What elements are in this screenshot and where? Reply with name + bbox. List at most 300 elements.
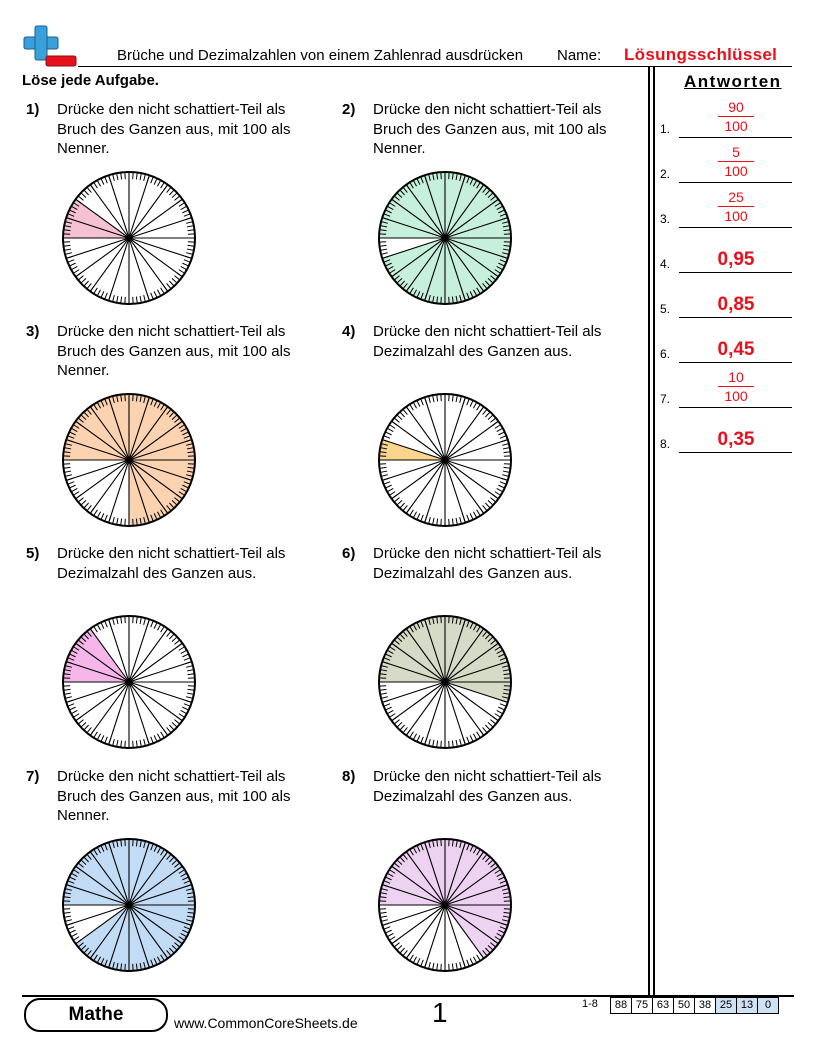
wheel-tick bbox=[467, 960, 470, 967]
wheel-tick bbox=[186, 697, 193, 699]
wheel-tick bbox=[467, 737, 470, 744]
wheel-tick bbox=[500, 704, 507, 707]
wheel-tick bbox=[493, 495, 499, 499]
wheel-tick bbox=[182, 210, 188, 213]
wheel-tick bbox=[495, 714, 501, 718]
wheel-tick bbox=[394, 943, 399, 947]
wheel-tick bbox=[105, 177, 108, 184]
wheel-tick bbox=[184, 214, 191, 217]
wheel-tick bbox=[181, 710, 187, 713]
wheel-tick bbox=[380, 467, 387, 468]
wheel-spoke bbox=[382, 682, 445, 702]
wheel-spoke bbox=[66, 682, 129, 702]
wheel-tick bbox=[174, 276, 179, 280]
wheel-tick bbox=[493, 421, 499, 425]
wheel-tick bbox=[172, 722, 177, 727]
wheel-tick bbox=[169, 634, 174, 639]
wheel-tick bbox=[380, 249, 387, 250]
wheel-tick bbox=[64, 912, 71, 913]
wheel-tick bbox=[164, 286, 168, 292]
wheel-tick bbox=[172, 278, 177, 283]
wheel-tick bbox=[109, 516, 111, 523]
problem-number: 7) bbox=[26, 768, 40, 785]
wheel-tick bbox=[460, 962, 462, 969]
wheel-tick bbox=[113, 295, 115, 302]
wheel-spoke bbox=[129, 662, 192, 682]
wheel-tick bbox=[90, 508, 94, 514]
wheel-tick bbox=[84, 503, 89, 508]
wheel-spoke bbox=[392, 460, 445, 499]
wheel-tick bbox=[164, 185, 168, 191]
wheel-tick bbox=[90, 185, 94, 191]
wheel-tick bbox=[429, 962, 431, 969]
wheel-tick bbox=[172, 193, 177, 198]
wheel-tick bbox=[425, 738, 427, 745]
wheel-tick bbox=[144, 618, 146, 625]
header-divider bbox=[78, 66, 792, 67]
wheel-tick bbox=[392, 717, 398, 721]
wheel-tick bbox=[463, 738, 465, 745]
wheel-tick bbox=[140, 740, 141, 747]
wheel-tick bbox=[94, 288, 98, 294]
wheel-tick bbox=[385, 707, 391, 710]
wheel-tick bbox=[184, 260, 191, 263]
wheel-tick bbox=[73, 492, 79, 496]
wheel-tick bbox=[381, 697, 388, 699]
wheel-tick bbox=[400, 503, 405, 508]
wheel-spoke bbox=[90, 682, 129, 735]
wheel-tick bbox=[385, 930, 391, 933]
wheel-spoke bbox=[129, 682, 168, 735]
answer-number: 7. bbox=[660, 392, 671, 406]
wheel-tick bbox=[164, 629, 168, 635]
wheel-spoke bbox=[425, 460, 445, 523]
wheel-spoke bbox=[129, 199, 182, 238]
wheel-tick bbox=[97, 734, 100, 740]
wheel-tick bbox=[406, 407, 410, 413]
wheel-tick bbox=[463, 961, 465, 968]
wheel-tick bbox=[109, 738, 111, 745]
wheel-spoke bbox=[445, 421, 498, 460]
wheel-tick bbox=[68, 482, 75, 485]
instruction: Löse jede Aufgabe. bbox=[22, 72, 159, 89]
wheel-tick bbox=[90, 730, 94, 736]
wheel-tick bbox=[437, 395, 438, 402]
wheel-tick bbox=[381, 475, 388, 477]
wheel-tick bbox=[109, 294, 111, 301]
wheel-tick bbox=[181, 650, 187, 653]
wheel-tick bbox=[144, 295, 146, 302]
wheel-tick bbox=[179, 714, 185, 718]
wheel-spoke bbox=[129, 643, 182, 682]
wheel-tick bbox=[73, 714, 79, 718]
wheel-tick bbox=[66, 700, 73, 702]
wheel-tick bbox=[187, 693, 194, 694]
problem-text: Drücke den nicht schattiert-Teil als Dezimalzahl des Ganzen aus. bbox=[57, 545, 286, 582]
wheel-tick bbox=[167, 187, 171, 192]
wheel-tick bbox=[421, 399, 424, 406]
wheel-tick bbox=[380, 471, 387, 472]
wheel-tick bbox=[381, 253, 388, 255]
wheel-tick bbox=[97, 624, 100, 630]
score-range: 1-8 bbox=[582, 998, 598, 1010]
wheel-tick bbox=[397, 500, 402, 505]
wheel-tick bbox=[94, 182, 98, 188]
wheel-tick bbox=[81, 193, 86, 198]
wheel-tick bbox=[477, 955, 481, 961]
name-label: Name: bbox=[557, 47, 602, 64]
wheel-tick bbox=[187, 249, 194, 250]
fraction-numerator: 90 bbox=[718, 98, 754, 117]
wheel-tick bbox=[456, 740, 457, 747]
wheel-tick bbox=[90, 286, 94, 292]
wheel-tick bbox=[381, 920, 388, 922]
problem-text: Drücke den nicht schattiert-Teil als Bruch des Ganzen aus, mit 100 als Nenner. bbox=[57, 768, 291, 824]
wheel-tick bbox=[384, 436, 391, 439]
answer-line bbox=[679, 227, 792, 228]
wheel-tick bbox=[413, 734, 416, 740]
wheel-tick bbox=[452, 741, 453, 748]
wheel-tick bbox=[394, 720, 399, 724]
wheel-tick bbox=[488, 722, 493, 727]
wheel-tick bbox=[179, 270, 185, 274]
answers-title: Antworten bbox=[684, 72, 782, 91]
score-cell: 13 bbox=[736, 998, 757, 1013]
problem-text: Drücke den nicht schattiert-Teil als Bruch des Ganzen aus, mit 100 als Nenner. bbox=[373, 101, 607, 157]
fraction-numerator: 10 bbox=[718, 368, 754, 387]
wheel-spoke bbox=[66, 238, 129, 258]
wheel-tick bbox=[400, 412, 405, 417]
answer-fraction bbox=[718, 188, 754, 225]
wheel-tick bbox=[389, 492, 395, 496]
wheel-tick bbox=[64, 689, 71, 690]
wheel-tick bbox=[400, 725, 405, 730]
fraction-wheel bbox=[377, 614, 513, 750]
wheel-tick bbox=[101, 513, 104, 519]
wheel-tick bbox=[73, 270, 79, 274]
wheel-spoke bbox=[76, 238, 129, 277]
wheel-tick bbox=[113, 174, 115, 181]
wheel-tick bbox=[413, 402, 416, 408]
score-table bbox=[610, 997, 779, 1014]
wheel-tick bbox=[84, 190, 89, 195]
answer-row bbox=[660, 188, 794, 228]
wheel-tick bbox=[495, 425, 501, 429]
wheel-tick bbox=[497, 428, 503, 431]
wheel-tick bbox=[460, 517, 462, 524]
problem-number: 5) bbox=[26, 545, 40, 562]
wheel-tick bbox=[157, 180, 160, 186]
wheel-tick bbox=[410, 955, 414, 961]
answer-line bbox=[679, 407, 792, 408]
wheel-tick bbox=[109, 619, 111, 626]
answer-decimal: 0,45 bbox=[717, 339, 755, 360]
wheel-spoke bbox=[129, 238, 168, 291]
wheel-tick bbox=[483, 409, 487, 414]
wheel-tick bbox=[385, 485, 391, 488]
wheel-tick bbox=[76, 273, 82, 277]
wheel-tick bbox=[109, 175, 111, 182]
wheel-tick bbox=[497, 710, 503, 713]
wheel-spoke bbox=[66, 460, 129, 480]
wheel-tick bbox=[117, 296, 118, 303]
wheel-tick bbox=[501, 440, 508, 442]
wheel-spoke bbox=[129, 238, 182, 277]
wheel-tick bbox=[154, 291, 157, 297]
wheel-tick bbox=[188, 689, 195, 690]
wheel-tick bbox=[488, 500, 493, 505]
wheel-tick bbox=[503, 471, 510, 472]
wheel-tick bbox=[69, 263, 75, 266]
wheel-tick bbox=[185, 218, 192, 220]
wheel-tick bbox=[147, 619, 149, 626]
wheel-tick bbox=[473, 957, 476, 963]
answer-fraction bbox=[718, 98, 754, 135]
answer-line bbox=[679, 272, 792, 273]
wheel-tick bbox=[452, 395, 453, 402]
wheel-tick bbox=[174, 196, 179, 200]
problem-text: Drücke den nicht schattiert-Teil als Bruch des Ganzen aus, mit 100 als Nenner. bbox=[57, 323, 291, 379]
wheel-tick bbox=[425, 516, 427, 523]
wheel-tick bbox=[417, 513, 420, 519]
fraction-denominator: 100 bbox=[724, 388, 748, 404]
wheel-tick bbox=[503, 448, 510, 449]
wheel-tick bbox=[136, 617, 137, 624]
wheel-tick bbox=[73, 937, 79, 941]
wheel-tick bbox=[380, 245, 387, 246]
wheel-tick bbox=[113, 618, 115, 625]
wheel-tick bbox=[161, 626, 165, 632]
fraction-wheel bbox=[61, 614, 197, 750]
page-number: 1 bbox=[432, 997, 448, 1028]
wheel-tick bbox=[164, 730, 168, 736]
wheel-tick bbox=[394, 498, 399, 502]
wheel-tick bbox=[113, 517, 115, 524]
wheel-tick bbox=[121, 173, 122, 180]
wheel-spoke bbox=[129, 682, 192, 702]
answer-line bbox=[679, 137, 792, 138]
website-label: www.CommonCoreSheets.de bbox=[174, 1015, 358, 1031]
wheel-tick bbox=[437, 519, 438, 526]
wheel-tick bbox=[151, 737, 154, 744]
score-cell: 0 bbox=[757, 998, 778, 1013]
wheel-tick bbox=[403, 409, 407, 414]
wheel-tick bbox=[161, 182, 165, 188]
wheel-spoke bbox=[76, 460, 129, 499]
wheel-tick bbox=[406, 508, 410, 514]
wheel-tick bbox=[185, 700, 192, 702]
answer-row bbox=[660, 413, 794, 453]
wheel-tick bbox=[413, 957, 416, 963]
wheel-tick bbox=[71, 710, 77, 713]
wheel-tick bbox=[406, 953, 410, 959]
answer-decimal: 0,95 bbox=[717, 249, 755, 270]
wheel-tick bbox=[87, 187, 91, 192]
logo-plus-minus-icon bbox=[22, 24, 78, 68]
problem-number: 3) bbox=[26, 323, 40, 340]
wheel-tick bbox=[147, 738, 149, 745]
fraction-numerator: 25 bbox=[718, 188, 754, 207]
answer-decimal: 0,85 bbox=[717, 294, 755, 315]
wheel-tick bbox=[101, 178, 104, 184]
wheel-tick bbox=[147, 294, 149, 301]
wheel-tick bbox=[490, 418, 495, 422]
wheel-spoke bbox=[129, 218, 192, 238]
wheel-tick bbox=[429, 517, 431, 524]
wheel-tick bbox=[470, 513, 473, 519]
wheel-tick bbox=[384, 927, 391, 930]
wheel-tick bbox=[167, 283, 171, 288]
wheel-tick bbox=[97, 290, 100, 296]
wheel-tick bbox=[187, 226, 194, 227]
wheel-tick bbox=[174, 640, 179, 644]
wheel-spoke bbox=[129, 619, 149, 682]
wheel-tick bbox=[136, 741, 137, 748]
problem-number: 8) bbox=[342, 768, 356, 785]
wheel-tick bbox=[78, 276, 83, 280]
wheel-tick bbox=[136, 173, 137, 180]
wheel-tick bbox=[105, 621, 108, 628]
wheel-tick bbox=[97, 180, 100, 186]
panel-divider-left bbox=[648, 66, 650, 996]
wheel-tick bbox=[473, 512, 476, 518]
wheel-tick bbox=[121, 741, 122, 748]
wheel-tick bbox=[460, 739, 462, 746]
fraction-wheel bbox=[61, 392, 197, 528]
wheel-tick bbox=[169, 725, 174, 730]
problem-number: 4) bbox=[342, 323, 356, 340]
wheel-spoke bbox=[445, 460, 465, 523]
wheel-tick bbox=[480, 508, 484, 514]
fraction-denominator: 100 bbox=[724, 118, 748, 134]
wheel-tick bbox=[76, 495, 82, 499]
wheel-spoke bbox=[445, 440, 508, 460]
subject-badge: Mathe bbox=[24, 998, 168, 1032]
wheel-tick bbox=[485, 412, 490, 417]
wheel-tick bbox=[429, 739, 431, 746]
wheel-tick bbox=[186, 666, 193, 668]
wheel-tick bbox=[182, 263, 188, 266]
wheel-tick bbox=[117, 617, 118, 624]
wheel-spoke bbox=[425, 905, 445, 968]
wheel-tick bbox=[182, 654, 188, 657]
wheel-tick bbox=[188, 230, 195, 231]
answer-number: 3. bbox=[660, 212, 671, 226]
wheel-tick bbox=[68, 260, 75, 263]
page-title: Brüche und Dezimalzahlen von einem Zahlenrad ausdrücken bbox=[117, 47, 524, 64]
wheel-tick bbox=[403, 505, 407, 510]
wheel-tick bbox=[177, 717, 183, 721]
wheel-tick bbox=[157, 624, 160, 630]
answer-row bbox=[660, 278, 794, 318]
wheel-tick bbox=[144, 739, 146, 746]
wheel-tick bbox=[498, 485, 504, 488]
wheel-tick bbox=[477, 404, 481, 410]
answer-number: 1. bbox=[660, 122, 671, 136]
wheel-tick bbox=[502, 475, 509, 477]
wheel-tick bbox=[493, 717, 499, 721]
wheel-tick bbox=[136, 297, 137, 304]
wheel-tick bbox=[406, 730, 410, 736]
answer-row bbox=[660, 368, 794, 408]
wheel-tick bbox=[188, 674, 195, 675]
score-cell: 63 bbox=[652, 998, 673, 1013]
wheel-tick bbox=[117, 518, 118, 525]
wheel-spoke bbox=[129, 682, 149, 745]
score-cell: 88 bbox=[614, 999, 628, 1011]
score-cell: 25 bbox=[715, 998, 736, 1013]
wheel-tick bbox=[65, 475, 72, 477]
answer-line bbox=[679, 362, 792, 363]
fraction-wheel bbox=[61, 170, 197, 306]
fraction-denominator: 100 bbox=[724, 163, 748, 179]
wheel-tick bbox=[382, 923, 389, 925]
wheel-tick bbox=[397, 945, 402, 950]
wheel-tick bbox=[64, 245, 71, 246]
answer-number: 4. bbox=[660, 257, 671, 271]
wheel-tick bbox=[140, 173, 141, 180]
score-cell: 75 bbox=[631, 998, 652, 1013]
wheel-tick bbox=[181, 206, 187, 209]
problem-text: Drücke den nicht schattiert-Teil als Bruch des Ganzen aus, mit 100 als Nenner. bbox=[57, 101, 291, 157]
answer-row bbox=[660, 143, 794, 183]
wheel-tick bbox=[425, 397, 427, 404]
wheel-tick bbox=[392, 940, 398, 944]
wheel-tick bbox=[477, 510, 481, 516]
wheel-tick bbox=[463, 397, 465, 404]
wheel-tick bbox=[64, 916, 71, 917]
wheel-tick bbox=[87, 727, 91, 732]
wheel-tick bbox=[483, 727, 487, 732]
wheel-tick bbox=[387, 428, 393, 431]
wheel-tick bbox=[140, 617, 141, 624]
wheel-tick bbox=[94, 732, 98, 738]
wheel-tick bbox=[185, 256, 192, 258]
wheel-tick bbox=[181, 266, 187, 269]
wheel-tick bbox=[161, 288, 165, 294]
wheel-spoke bbox=[445, 460, 484, 513]
wheel-tick bbox=[429, 396, 431, 403]
answer-row bbox=[660, 98, 794, 138]
wheel-tick bbox=[421, 737, 424, 744]
answer-number: 6. bbox=[660, 347, 671, 361]
wheel-tick bbox=[101, 291, 104, 297]
wheel-tick bbox=[410, 510, 414, 516]
wheel-tick bbox=[81, 500, 86, 505]
wheel-tick bbox=[94, 626, 98, 632]
wheel-tick bbox=[64, 693, 71, 694]
problem-number: 2) bbox=[342, 101, 356, 118]
wheel-tick bbox=[467, 515, 470, 522]
wheel-tick bbox=[65, 920, 72, 922]
wheel-tick bbox=[157, 734, 160, 740]
wheel-tick bbox=[473, 734, 476, 740]
wheel-tick bbox=[485, 503, 490, 508]
answer-row bbox=[660, 233, 794, 273]
wheel-tick bbox=[500, 482, 507, 485]
wheel-tick bbox=[101, 622, 104, 628]
score-cell: 50 bbox=[673, 998, 694, 1013]
wheel-tick bbox=[76, 717, 82, 721]
wheel-tick bbox=[167, 727, 171, 732]
wheel-tick bbox=[389, 714, 395, 718]
wheel-tick bbox=[410, 732, 414, 738]
wheel-tick bbox=[78, 720, 83, 724]
wheel-tick bbox=[154, 735, 157, 741]
wheel-tick bbox=[452, 519, 453, 526]
wheel-tick bbox=[182, 707, 188, 710]
wheel-spoke bbox=[382, 460, 445, 480]
